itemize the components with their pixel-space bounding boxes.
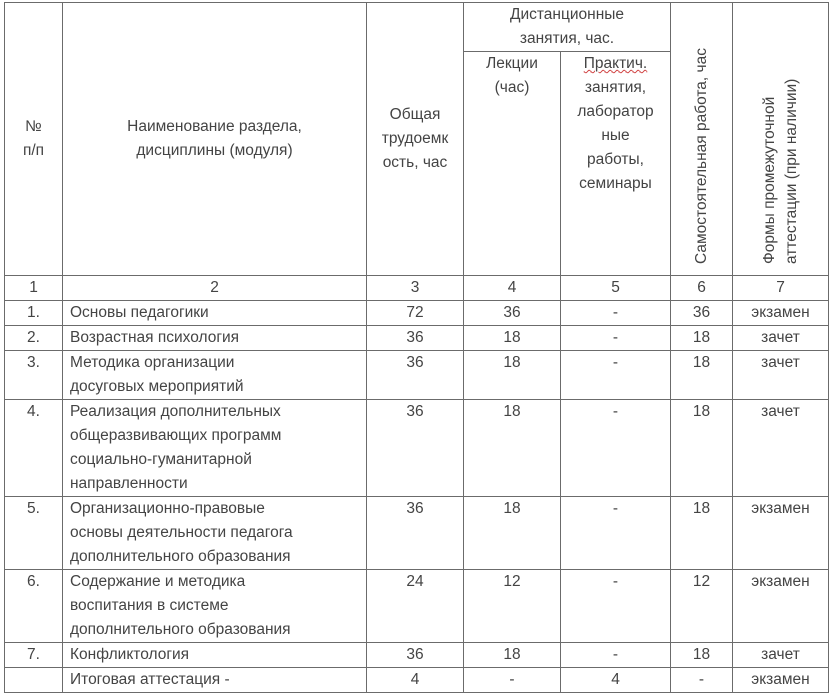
header-practice-line5: работы, <box>587 151 644 168</box>
header-distance-line2: занятия, час. <box>519 30 615 47</box>
row-total: 24 <box>367 570 464 643</box>
header-total-line1: Общая <box>389 106 441 123</box>
table-row <box>5 497 829 570</box>
row-name-line: Основы педагогики <box>70 304 209 321</box>
row-self-work: 36 <box>671 301 733 326</box>
row-name-line: Организационно-правовые <box>70 500 265 517</box>
table-row <box>5 326 829 351</box>
row-name <box>63 570 367 643</box>
header-name-line1: Наименование раздела, <box>127 118 302 135</box>
column-number-cell: 3 <box>367 276 464 301</box>
row-name-line: Реализация дополнительных <box>70 403 281 420</box>
row-lectures: - <box>464 668 561 693</box>
row-total: 36 <box>367 643 464 668</box>
row-lectures: 18 <box>464 497 561 570</box>
row-practice: - <box>561 643 671 668</box>
header-distance <box>464 3 671 52</box>
row-lectures: 18 <box>464 326 561 351</box>
row-total: 36 <box>367 351 464 400</box>
row-name-line: Возрастная психология <box>70 329 240 346</box>
row-form: зачет <box>733 351 829 400</box>
row-name <box>63 668 367 693</box>
header-practice-line4: ные <box>601 127 630 144</box>
row-name-line: направленности <box>70 475 188 492</box>
row-name-line: дополнительного образования <box>70 548 291 565</box>
header-practice-line2: занятия, <box>584 79 647 96</box>
row-number: 1. <box>5 301 63 326</box>
row-form: экзамен <box>733 301 829 326</box>
row-self-work: 18 <box>671 497 733 570</box>
row-name <box>63 301 367 326</box>
row-name <box>63 326 367 351</box>
row-number <box>5 668 63 693</box>
row-name-line: Содержание и методика <box>70 573 246 590</box>
row-number: 2. <box>5 326 63 351</box>
row-lectures: 12 <box>464 570 561 643</box>
row-practice: - <box>561 497 671 570</box>
row-self-work: 18 <box>671 351 733 400</box>
row-total: 4 <box>367 668 464 693</box>
row-name-line: социально-гуманитарной <box>70 451 252 468</box>
header-lectures <box>464 52 561 276</box>
row-number: 6. <box>5 570 63 643</box>
row-number: 3. <box>5 351 63 400</box>
header-name-line2: дисциплины (модуля) <box>136 142 293 159</box>
column-number-cell: 7 <box>733 276 829 301</box>
row-practice: - <box>561 400 671 497</box>
row-practice: 4 <box>561 668 671 693</box>
header-self-work <box>671 3 733 276</box>
row-total: 36 <box>367 497 464 570</box>
row-practice: - <box>561 326 671 351</box>
header-forms <box>733 3 829 276</box>
column-number-cell: 1 <box>5 276 63 301</box>
row-form: зачет <box>733 400 829 497</box>
row-name-line: воспитания в системе <box>70 597 229 614</box>
table-row <box>5 570 829 643</box>
header-name <box>63 3 367 276</box>
header-practice-line1: Практич. <box>583 55 648 72</box>
row-lectures: 36 <box>464 301 561 326</box>
row-self-work: 18 <box>671 400 733 497</box>
row-total: 72 <box>367 301 464 326</box>
row-practice: - <box>561 570 671 643</box>
column-number-cell: 6 <box>671 276 733 301</box>
row-self-work: - <box>671 668 733 693</box>
row-total: 36 <box>367 326 464 351</box>
curriculum-table <box>4 2 829 693</box>
row-name-line: основы деятельности педагога <box>70 524 293 541</box>
row-name-line: досуговых мероприятий <box>70 378 244 395</box>
row-name-line: Конфликтология <box>70 646 190 663</box>
header-total-line3: ость, час <box>382 154 448 171</box>
row-name <box>63 497 367 570</box>
table-row <box>5 668 829 693</box>
row-form: экзамен <box>733 668 829 693</box>
row-lectures: 18 <box>464 643 561 668</box>
header-lectures-line2: (час) <box>494 79 530 96</box>
table-row <box>5 301 829 326</box>
table-row <box>5 643 829 668</box>
header-number-line1: № <box>25 118 42 135</box>
header-total-line2: трудоемк <box>381 130 449 147</box>
header-practice-line3: лаборатор <box>577 103 654 120</box>
row-name <box>63 643 367 668</box>
row-lectures: 18 <box>464 400 561 497</box>
row-practice: - <box>561 351 671 400</box>
header-practice-line6: семинары <box>579 175 652 192</box>
row-total: 36 <box>367 400 464 497</box>
row-name <box>63 400 367 497</box>
table-row <box>5 400 829 497</box>
row-form: экзамен <box>733 497 829 570</box>
table-row <box>5 351 829 400</box>
header-forms-line2: аттестации (при наличии) <box>782 78 800 264</box>
row-name <box>63 351 367 400</box>
column-number-cell: 5 <box>561 276 671 301</box>
header-forms-label <box>759 14 803 264</box>
column-number-cell: 4 <box>464 276 561 301</box>
row-name-line: Методика организации <box>70 354 235 371</box>
row-form: экзамен <box>733 570 829 643</box>
header-self-work-label: Самостоятельная работа, час <box>692 48 710 264</box>
header-forms-line1: Формы промежуточной <box>760 96 778 264</box>
header-number-line2: п/п <box>22 142 45 159</box>
row-form: зачет <box>733 326 829 351</box>
header-distance-line1: Дистанционные <box>509 6 625 23</box>
header-number <box>5 3 63 276</box>
row-form: зачет <box>733 643 829 668</box>
header-total <box>367 3 464 276</box>
column-number-row <box>5 276 829 301</box>
header-lectures-line1: Лекции <box>486 55 538 72</box>
row-practice: - <box>561 301 671 326</box>
row-lectures: 18 <box>464 351 561 400</box>
row-number: 5. <box>5 497 63 570</box>
column-number-cell: 2 <box>63 276 367 301</box>
row-self-work: 12 <box>671 570 733 643</box>
row-number: 4. <box>5 400 63 497</box>
row-name-line: Итоговая аттестация - <box>70 671 230 688</box>
row-self-work: 18 <box>671 326 733 351</box>
row-self-work: 18 <box>671 643 733 668</box>
row-number: 7. <box>5 643 63 668</box>
header-practice <box>561 52 671 276</box>
row-name-line: дополнительного образования <box>70 621 291 638</box>
row-name-line: общеразвивающих программ <box>70 427 282 444</box>
